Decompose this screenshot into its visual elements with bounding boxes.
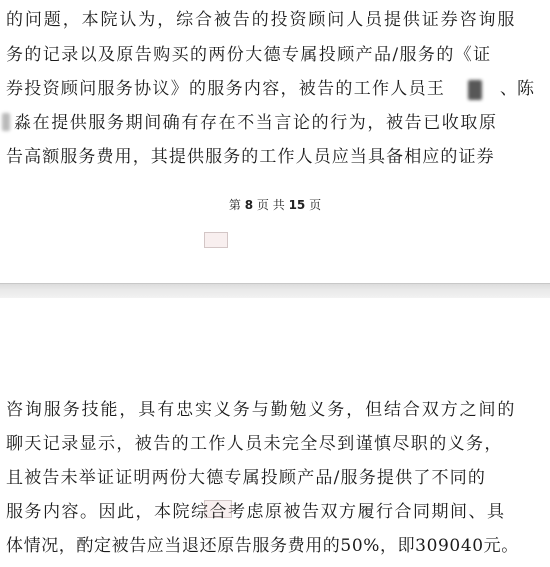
text-line-10 [6, 530, 550, 562]
footer-suffix: 页 [309, 198, 322, 212]
text-line-1-content: 的问题，本院认为，综合被告的投资顾问人员提供证券咨询服 [6, 10, 517, 30]
text-line-3-content: 券投资顾问服务协议》的服务内容，被告的工作人员王 [6, 79, 446, 99]
text-line-5 [6, 141, 550, 173]
text-line-8 [6, 462, 550, 494]
document-page-upper [0, 0, 550, 283]
footer-middle: 页 共 [256, 198, 285, 212]
text-line-2-content: 务的记录以及原告购买的两份大德专属投顾产品/服务的《证 [6, 45, 492, 65]
text-line-3-tail-content: 、陈 [500, 79, 534, 99]
text-line-7 [6, 428, 550, 460]
footer-prefix: 第 [228, 198, 241, 212]
text-line-7-content: 聊天记录显示，被告的工作人员未完全尽到谨慎尽职的义务， [6, 434, 503, 454]
text-line-6 [6, 394, 550, 426]
redaction-mark-2 [2, 113, 10, 131]
text-line-4-content: 淼在提供服务期间确有存在不当言论的行为，被告已收取原 [14, 113, 498, 133]
page-number-footer [0, 196, 550, 214]
page-separator [0, 283, 550, 299]
text-line-5-content: 告高额服务费用，其提供服务的工作人员应当具备相应的证券 [6, 147, 495, 167]
text-line-6-content: 咨询服务技能，具有忠实义务与勤勉义务，但结合双方之间的 [6, 400, 517, 420]
text-line-8-content: 且被告未举证证明两份大德专属投顾产品/服务提供了不同的 [6, 468, 487, 488]
footer-current-page: 8 [244, 198, 254, 212]
footer-total-pages: 15 [288, 198, 306, 212]
text-line-4 [14, 107, 550, 139]
document-page-lower [0, 298, 550, 567]
text-line-9 [6, 496, 550, 528]
watermark-stamp-icon [204, 232, 228, 248]
text-line-2 [6, 39, 550, 71]
text-line-3-tail [500, 73, 550, 105]
text-line-1 [6, 4, 550, 36]
redaction-mark [468, 80, 482, 100]
text-line-9-content: 服务内容。因此，本院综合考虑原被告双方履行合同期间、具 [6, 502, 506, 522]
text-line-10-content: 体情况，酌定被告应当退还原告服务费用的50%，即309040元。 [6, 536, 519, 556]
